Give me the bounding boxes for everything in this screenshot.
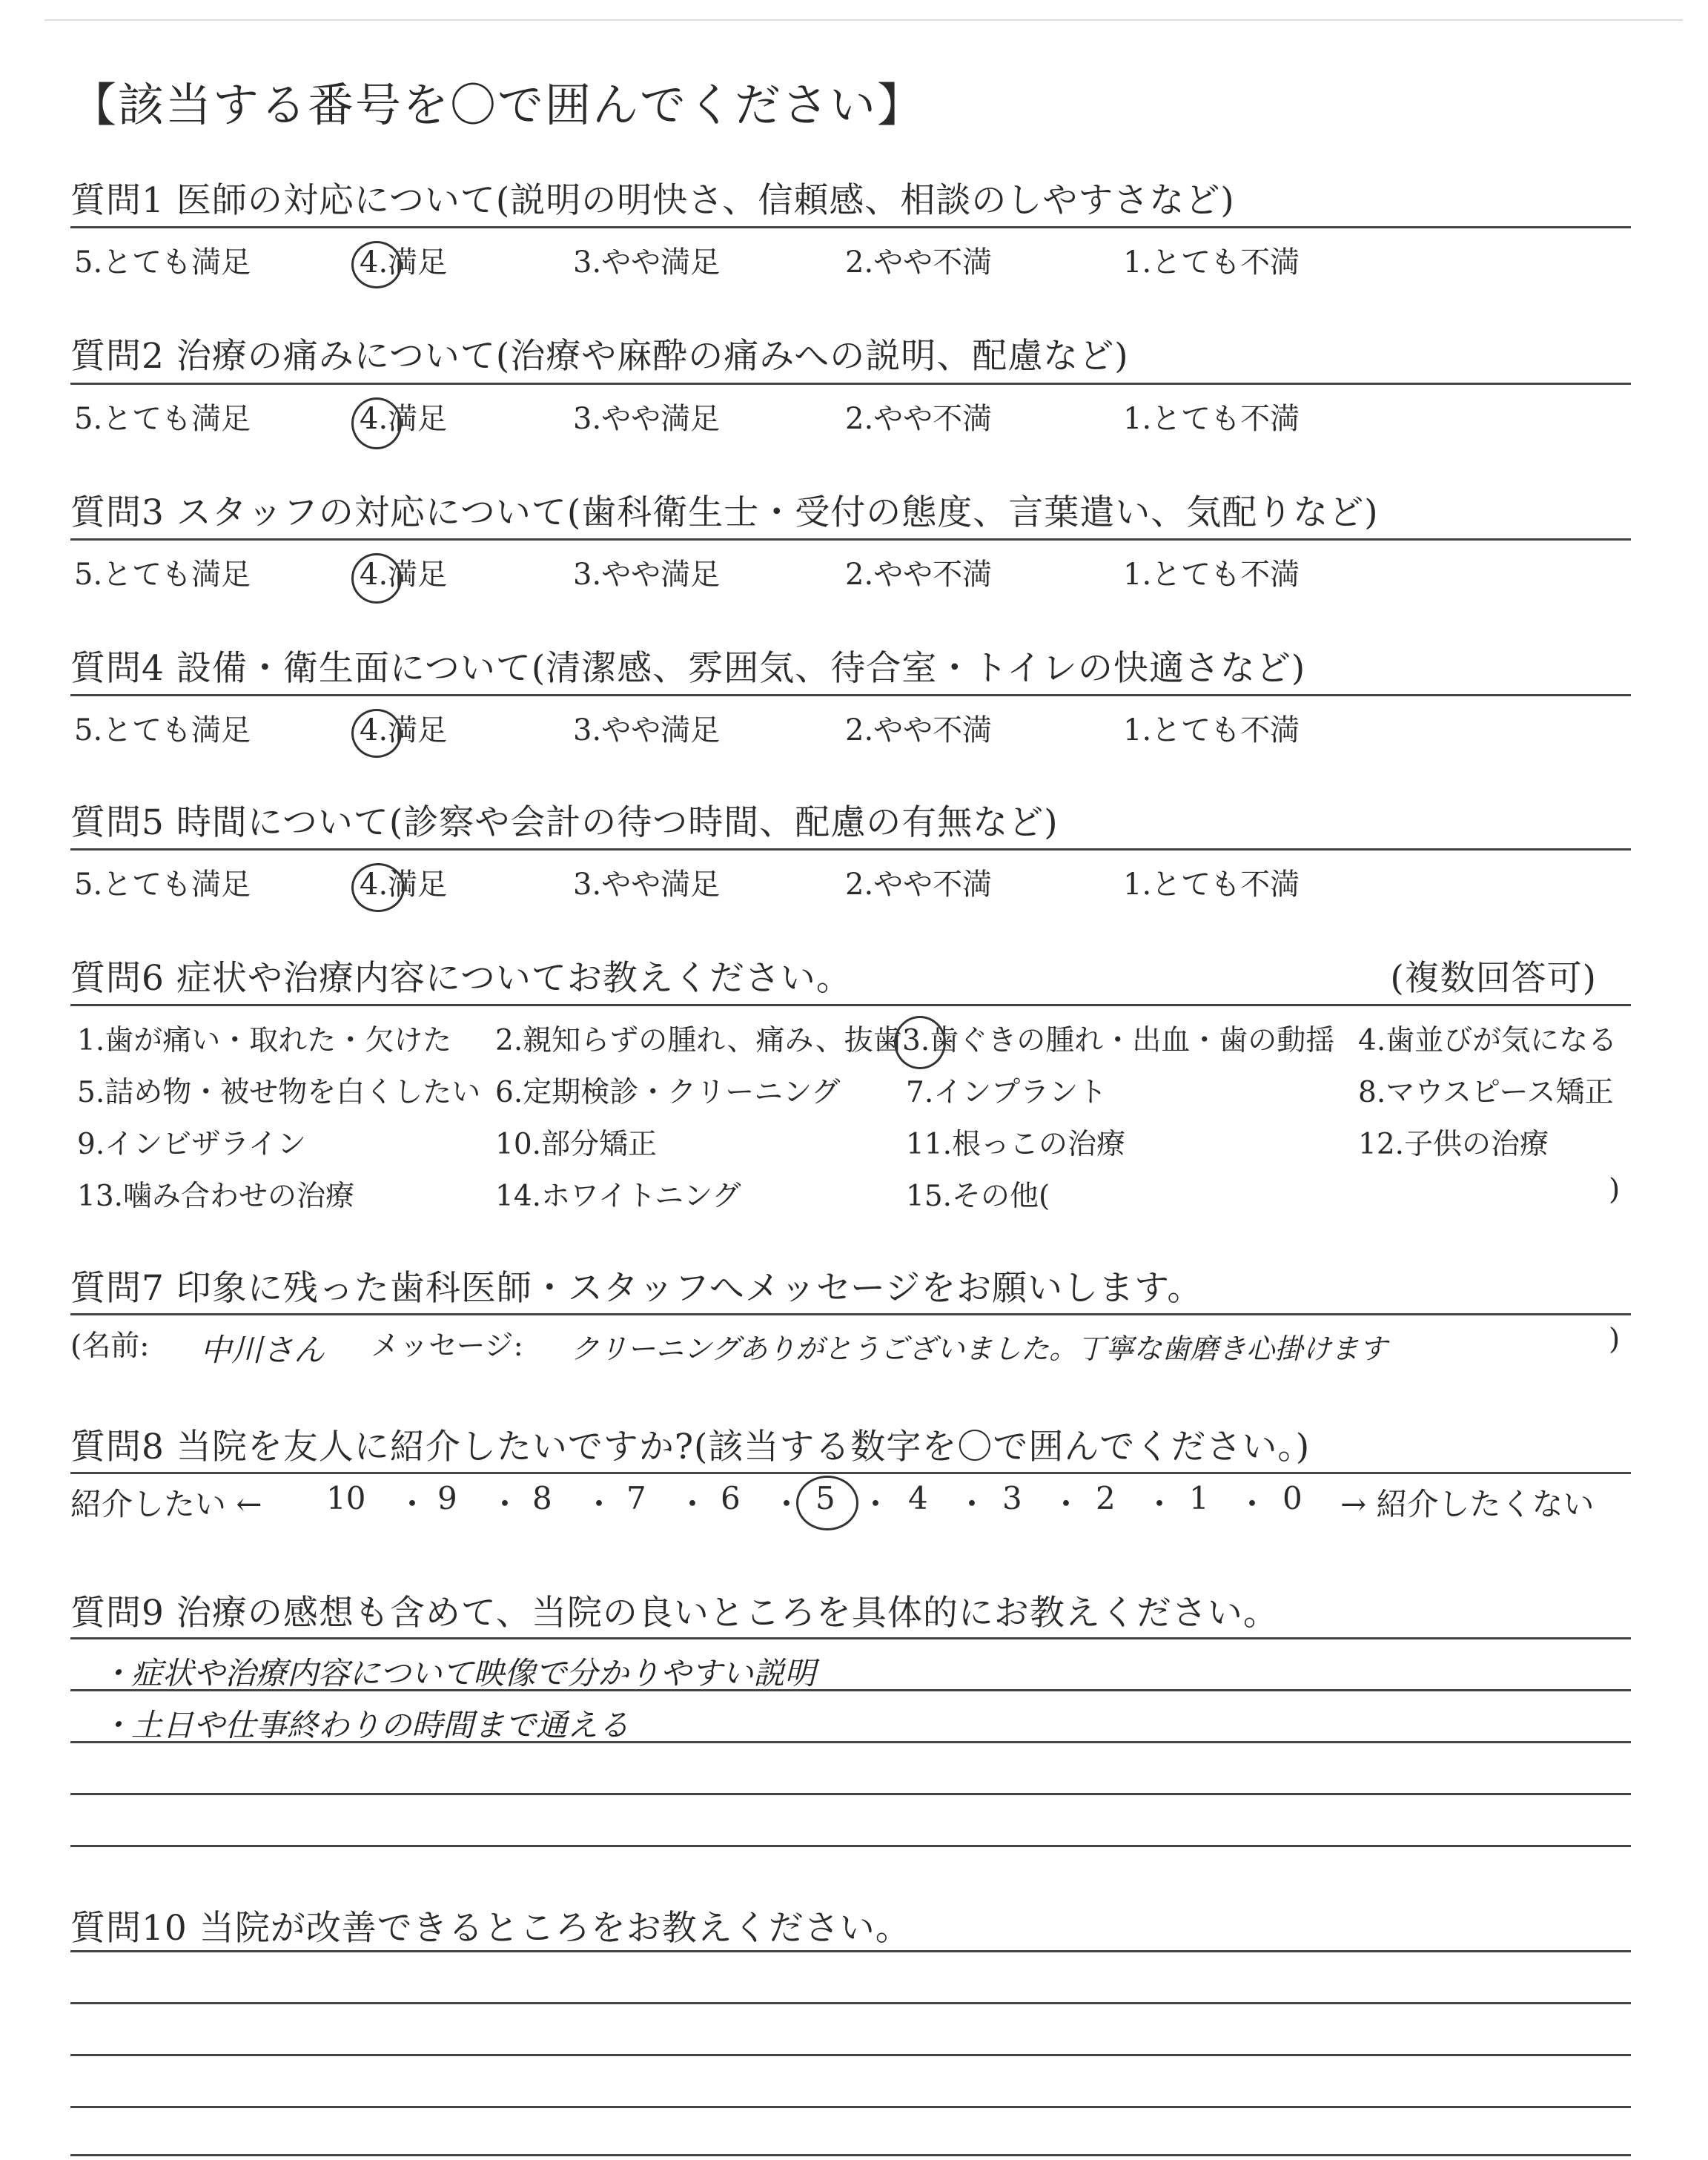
q3-option-5[interactable]: 5.とても満足 bbox=[74, 558, 251, 592]
question-2-rule bbox=[70, 383, 1631, 385]
q8-dot: ・ bbox=[397, 1486, 428, 1522]
q9-line-5 bbox=[70, 1845, 1631, 1847]
q9-line-3 bbox=[70, 1741, 1631, 1743]
q5-selected-circle bbox=[351, 863, 405, 912]
q3-selected-circle bbox=[351, 553, 402, 604]
q5-option-2[interactable]: 2.やや不満 bbox=[845, 868, 993, 902]
q10-line-2 bbox=[70, 2002, 1631, 2004]
q10-line-4 bbox=[70, 2106, 1631, 2108]
q6-option-5[interactable]: 5.詰め物・被せ物を白くしたい bbox=[77, 1076, 481, 1109]
q9-line-2 bbox=[70, 1689, 1631, 1691]
question-10-title: 質問10 当院が改善できるところをお教えください。 bbox=[70, 1908, 911, 1949]
q1-option-1[interactable]: 1.とても不満 bbox=[1123, 245, 1300, 280]
question-1-title: 質問1 医師の対応について(説明の明快さ、信頼感、相談のしやすさなど) bbox=[70, 180, 1235, 221]
q7-name-value[interactable]: 中川さん bbox=[200, 1332, 325, 1368]
q1-option-4[interactable]: 4.満足 bbox=[360, 245, 448, 280]
question-3-title: 質問3 スタッフの対応について(歯科衛生士・受付の態度、言葉遣い、気配りなど) bbox=[70, 492, 1379, 533]
q8-scale-9[interactable]: 9 bbox=[437, 1480, 457, 1516]
q8-left-label: 紹介したい ← bbox=[70, 1486, 262, 1522]
q6-option-13[interactable]: 13.噛み合わせの治療 bbox=[77, 1180, 355, 1213]
q10-line-1 bbox=[70, 1950, 1631, 1952]
question-6-rule bbox=[70, 1004, 1631, 1006]
question-6-note: (複数回答可) bbox=[1390, 958, 1597, 999]
q9-line-1 bbox=[70, 1637, 1631, 1639]
q3-option-3[interactable]: 3.やや満足 bbox=[573, 558, 721, 592]
q6-option-2[interactable]: 2.親知らずの腫れ、痛み、抜歯 bbox=[495, 1024, 902, 1057]
question-7-rule bbox=[70, 1313, 1631, 1315]
q7-name-label: (名前: bbox=[70, 1330, 150, 1363]
question-4-title: 質問4 設備・衛生面について(清潔感、雰囲気、待合室・トイレの快適さなど) bbox=[70, 648, 1306, 689]
question-2-title: 質問2 治療の痛みについて(治療や麻酔の痛みへの説明、配慮など) bbox=[70, 336, 1129, 377]
q8-dot: ・ bbox=[1144, 1486, 1176, 1522]
question-8-title: 質問8 当院を友人に紹介したいですか?(該当する数字を〇で囲んでください。) bbox=[70, 1427, 1311, 1467]
q8-scale-10[interactable]: 10 bbox=[326, 1480, 366, 1516]
q2-option-1[interactable]: 1.とても不満 bbox=[1123, 402, 1300, 436]
q4-option-4[interactable]: 4.満足 bbox=[360, 713, 448, 747]
q8-scale-5[interactable]: 5 bbox=[815, 1480, 835, 1516]
q6-selected-circle bbox=[894, 1016, 946, 1069]
q7-close-paren: ) bbox=[1609, 1323, 1621, 1356]
scan-top-edge bbox=[44, 19, 1683, 21]
q3-option-4[interactable]: 4.満足 bbox=[360, 558, 448, 592]
form-header: 【該当する番号を〇で囲んでください】 bbox=[70, 78, 925, 132]
q5-option-5[interactable]: 5.とても満足 bbox=[74, 868, 251, 902]
q9-line-4 bbox=[70, 1793, 1631, 1795]
q8-right-label: → 紹介したくない bbox=[1340, 1486, 1595, 1522]
q6-option-15[interactable]: 15.その他( bbox=[906, 1180, 1050, 1213]
q6-option-1[interactable]: 1.歯が痛い・取れた・欠けた bbox=[77, 1024, 452, 1057]
q8-scale-2[interactable]: 2 bbox=[1096, 1480, 1116, 1516]
q6-option-10[interactable]: 10.部分矯正 bbox=[495, 1128, 658, 1161]
q8-selected-circle bbox=[796, 1476, 858, 1530]
q1-option-2[interactable]: 2.やや不満 bbox=[845, 245, 993, 280]
q10-line-5 bbox=[70, 2154, 1631, 2156]
q6-option-14[interactable]: 14.ホワイトニング bbox=[495, 1180, 741, 1213]
q4-selected-circle bbox=[351, 709, 402, 758]
q9-answer-2[interactable]: ・土日や仕事終わりの時間まで通える bbox=[100, 1707, 630, 1743]
q8-scale-1[interactable]: 1 bbox=[1189, 1480, 1209, 1516]
q8-dot: ・ bbox=[956, 1486, 988, 1522]
q10-line-3 bbox=[70, 2054, 1631, 2056]
q4-option-1[interactable]: 1.とても不満 bbox=[1123, 713, 1300, 747]
q2-option-5[interactable]: 5.とても満足 bbox=[74, 402, 251, 436]
q8-dot: ・ bbox=[771, 1486, 803, 1522]
question-5-title: 質問5 時間について(診察や会計の待つ時間、配慮の有無など) bbox=[70, 802, 1059, 843]
q1-option-5[interactable]: 5.とても満足 bbox=[74, 245, 251, 280]
q6-option-3[interactable]: 3.歯ぐきの腫れ・出血・歯の動揺 bbox=[902, 1024, 1335, 1057]
q8-dot: ・ bbox=[1050, 1486, 1082, 1522]
q2-option-3[interactable]: 3.やや満足 bbox=[573, 402, 721, 436]
q1-option-3[interactable]: 3.やや満足 bbox=[573, 245, 721, 280]
q4-option-3[interactable]: 3.やや満足 bbox=[573, 713, 721, 747]
q8-scale-7[interactable]: 7 bbox=[626, 1480, 646, 1516]
q4-option-5[interactable]: 5.とても満足 bbox=[74, 713, 251, 747]
q3-option-2[interactable]: 2.やや不満 bbox=[845, 558, 993, 592]
q6-option-12[interactable]: 12.子供の治療 bbox=[1358, 1128, 1549, 1161]
q9-answer-1[interactable]: ・症状や治療内容について映像で分かりやすい説明 bbox=[100, 1655, 816, 1691]
question-8-rule bbox=[70, 1472, 1631, 1474]
question-9-title: 質問9 治療の感想も含めて、当院の良いところを具体的にお教えください。 bbox=[70, 1593, 1279, 1634]
q6-option-4[interactable]: 4.歯並びが気になる bbox=[1358, 1024, 1618, 1057]
q8-dot: ・ bbox=[1237, 1486, 1268, 1522]
q8-scale-8[interactable]: 8 bbox=[532, 1480, 552, 1516]
q4-option-2[interactable]: 2.やや不満 bbox=[845, 713, 993, 747]
q5-option-4[interactable]: 4.満足 bbox=[360, 868, 448, 902]
q2-option-2[interactable]: 2.やや不満 bbox=[845, 402, 993, 436]
q8-scale-0[interactable]: 0 bbox=[1282, 1480, 1302, 1516]
q8-dot: ・ bbox=[583, 1486, 615, 1522]
q3-option-1[interactable]: 1.とても不満 bbox=[1123, 558, 1300, 592]
q2-selected-circle bbox=[351, 397, 402, 449]
q8-scale-4[interactable]: 4 bbox=[908, 1480, 928, 1516]
q1-selected-circle bbox=[351, 241, 402, 288]
question-1-rule bbox=[70, 226, 1631, 228]
question-4-rule bbox=[70, 694, 1631, 696]
q8-dot: ・ bbox=[677, 1486, 709, 1522]
q6-option-8[interactable]: 8.マウスピース矯正 bbox=[1358, 1076, 1614, 1109]
q7-message-label: メッセージ: bbox=[371, 1330, 523, 1363]
q6-option-9[interactable]: 9.インビザライン bbox=[77, 1128, 307, 1161]
question-6-title: 質問6 症状や治療内容についてお教えください。 bbox=[70, 958, 852, 999]
q5-option-3[interactable]: 3.やや満足 bbox=[573, 868, 721, 902]
q6-option-6[interactable]: 6.定期検診・クリーニング bbox=[495, 1076, 841, 1109]
q6-option-11[interactable]: 11.根っこの治療 bbox=[906, 1128, 1126, 1161]
q2-option-4[interactable]: 4.満足 bbox=[360, 402, 448, 436]
q7-message-value[interactable]: クリーニングありがとうございました。丁寧な歯磨き心掛けます bbox=[571, 1332, 1388, 1365]
question-5-rule bbox=[70, 848, 1631, 851]
q8-dot: ・ bbox=[489, 1486, 521, 1522]
q8-scale-6[interactable]: 6 bbox=[721, 1480, 741, 1516]
q6-option-7[interactable]: 7.インプラント bbox=[906, 1076, 1108, 1109]
q6-option-15-close: ) bbox=[1609, 1173, 1621, 1206]
question-3-rule bbox=[70, 538, 1631, 541]
q5-option-1[interactable]: 1.とても不満 bbox=[1123, 868, 1300, 902]
q8-dot: ・ bbox=[860, 1486, 892, 1522]
question-7-title: 質問7 印象に残った歯科医師・スタッフへメッセージをお願いします。 bbox=[70, 1268, 1203, 1309]
q8-scale-3[interactable]: 3 bbox=[1002, 1480, 1022, 1516]
